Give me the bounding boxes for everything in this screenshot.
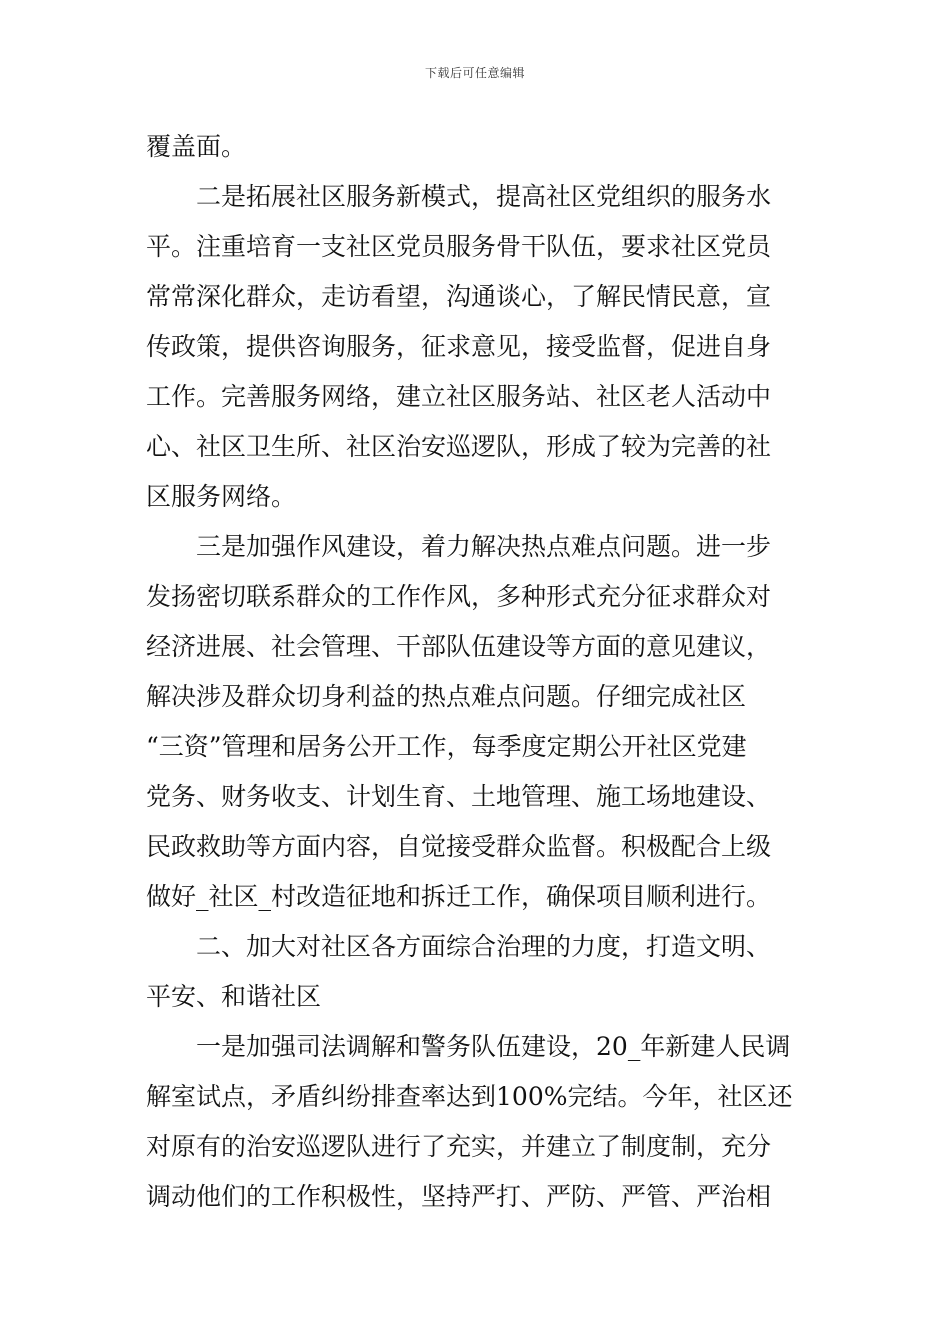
text-line: 做好_社区_村改造征地和拆迁工作，确保项目顺利进行。 bbox=[146, 882, 772, 911]
text-line: 发扬密切联系群众的工作作风，多种形式充分征求群众对 bbox=[146, 582, 772, 611]
text-line: 调动他们的工作积极性，坚持严打、严防、严管、严治相 bbox=[146, 1182, 772, 1211]
page-header: 下载后可任意编辑 bbox=[424, 66, 525, 80]
text-line: 解室试点，矛盾纠纷排查率达到100%完结。今年，社区还 bbox=[146, 1082, 793, 1111]
text-line: 二、加大对社区各方面综合治理的力度，打造文明、 bbox=[196, 932, 772, 961]
text-line: 心、社区卫生所、社区治安巡逻队，形成了较为完善的社 bbox=[146, 432, 772, 461]
text-line: 三是加强作风建设，着力解决热点难点问题。进一步 bbox=[196, 532, 772, 561]
text-line: 区服务网络。 bbox=[146, 482, 297, 511]
text-line: 解决涉及群众切身利益的热点难点问题。仔细完成社区 bbox=[146, 682, 747, 711]
document-body bbox=[146, 122, 811, 1222]
text-line: 覆盖面。 bbox=[146, 132, 247, 161]
text-line: 平。注重培育一支社区党员服务骨干队伍，要求社区党员 bbox=[146, 232, 772, 261]
text-line: 传政策，提供咨询服务，征求意见，接受监督，促进自身 bbox=[146, 332, 772, 361]
text-line: 工作。完善服务网络，建立社区服务站、社区老人活动中 bbox=[146, 382, 772, 411]
text-line: 经济进展、社会管理、干部队伍建设等方面的意见建议， bbox=[146, 632, 772, 661]
text-line: 平安、和谐社区 bbox=[146, 982, 322, 1011]
text-line: 对原有的治安巡逻队进行了充实，并建立了制度制，充分 bbox=[146, 1132, 772, 1161]
text-line: “三资”管理和居务公开工作，每季度定期公开社区党建 bbox=[146, 732, 747, 761]
text-line: 民政救助等方面内容，自觉接受群众监督。积极配合上级 bbox=[146, 832, 772, 861]
text-line: 党务、财务收支、计划生育、土地管理、施工场地建设、 bbox=[146, 782, 772, 811]
text-line: 一是加强司法调解和警务队伍建设，20_年新建人民调 bbox=[196, 1032, 791, 1061]
text-line: 常常深化群众，走访看望，沟通谈心，了解民情民意，宣 bbox=[146, 282, 772, 311]
text-line: 二是拓展社区服务新模式，提高社区党组织的服务水 bbox=[196, 182, 772, 211]
